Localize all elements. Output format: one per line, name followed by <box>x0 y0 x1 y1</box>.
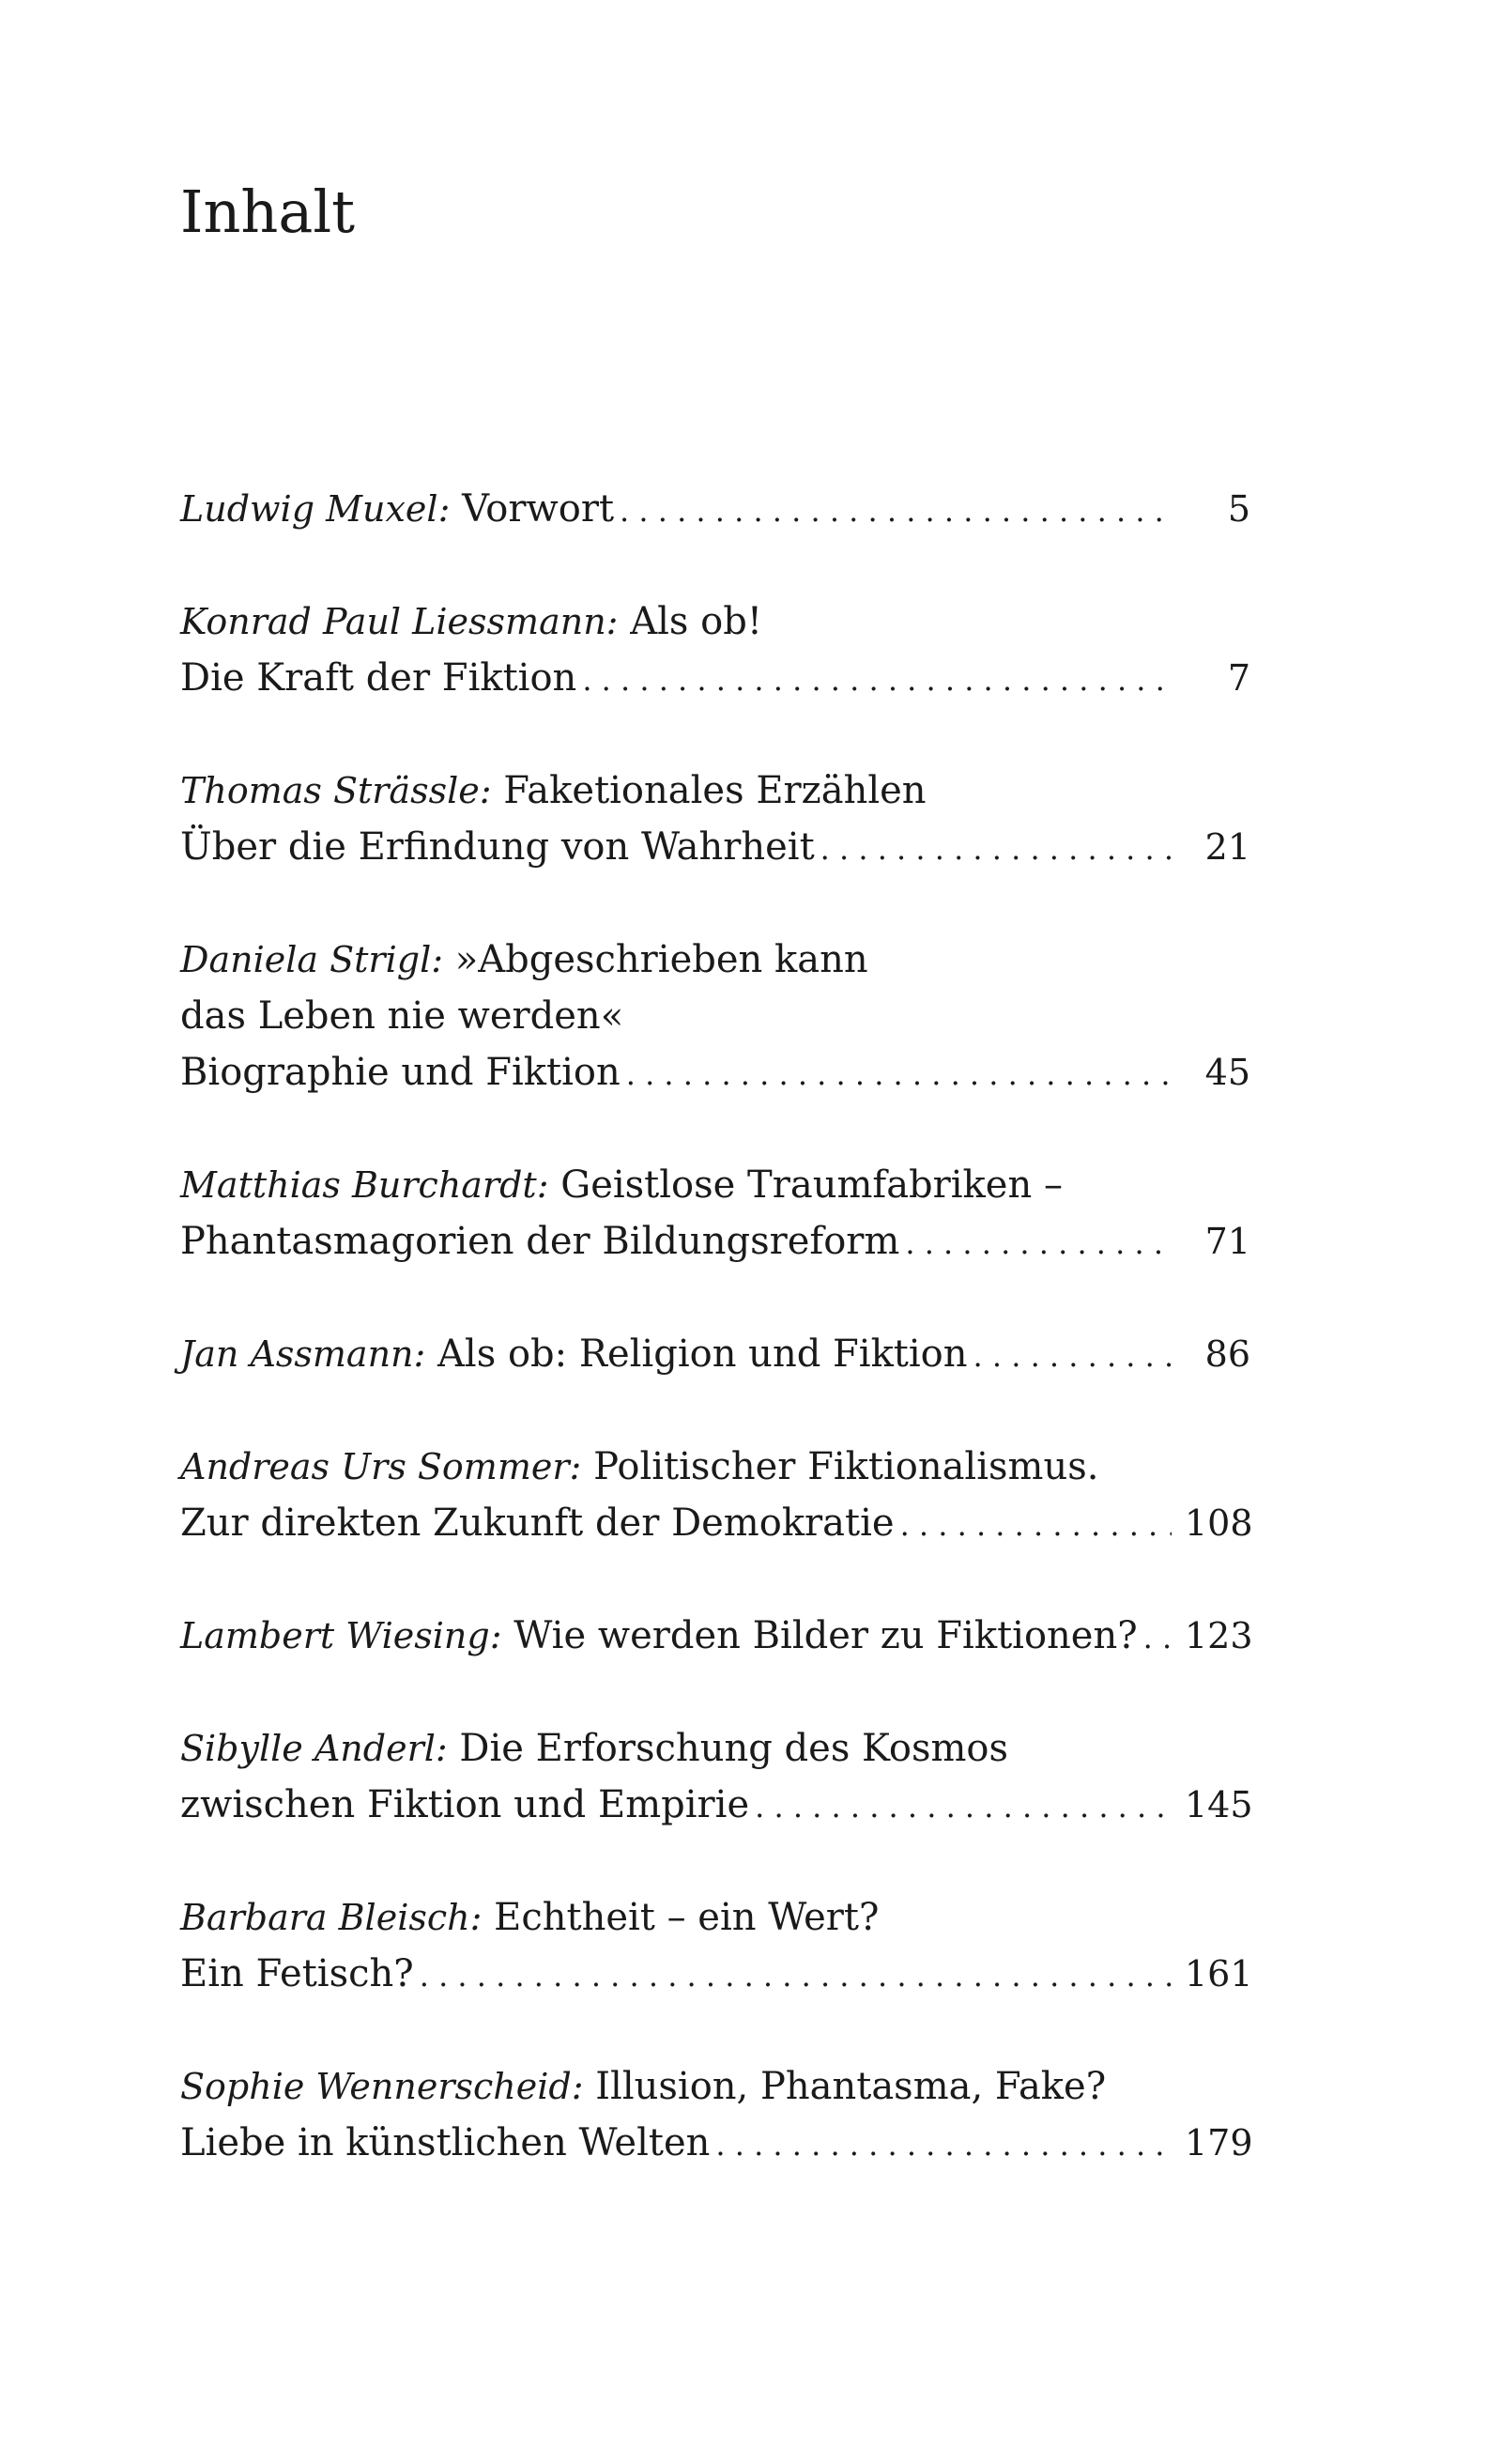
entry-author: Sophie Wennerscheid: <box>180 2066 584 2107</box>
entry-title-line: Faketionales Erzählen <box>503 769 927 812</box>
entry-author: Ludwig Muxel: <box>180 488 451 530</box>
entry-title-line: Vorwort <box>462 487 615 531</box>
entry-title-line: Als ob! <box>630 600 762 643</box>
page-number: 45 <box>1204 1052 1250 1093</box>
toc-entry-line <box>180 2058 1250 2115</box>
dot-leader <box>900 1497 1172 1553</box>
entry-title-line: Echtheit – ein Wert? <box>494 1896 880 1939</box>
entry-title-line: Wie werden Bilder zu Fiktionen? <box>513 1614 1138 1657</box>
entry-author: Barbara Bleisch: <box>180 1897 483 1938</box>
toc-entry-line <box>180 2115 1253 2171</box>
entry-title-line: Biographie und Fiktion <box>180 1051 621 1094</box>
toc-entry[interactable] <box>180 1889 1253 2002</box>
page-number: 179 <box>1185 2122 1253 2164</box>
toc-entry-line <box>180 1044 1250 1101</box>
toc-entry-line <box>180 932 1250 988</box>
entry-author: Lambert Wiesing: <box>180 1615 502 1656</box>
entry-title-line: »Abgeschrieben kann <box>454 938 868 981</box>
entry-author: Matthias Burchardt: <box>180 1164 549 1206</box>
page-number: 86 <box>1204 1333 1250 1375</box>
toc-entry-line <box>180 1157 1250 1213</box>
entry-title-line: Ein Fetisch? <box>180 1952 414 1995</box>
dot-leader <box>620 483 1172 539</box>
entry-author: Konrad Paul Liessmann: <box>180 601 619 642</box>
toc-entry-line <box>180 1946 1253 2002</box>
toc-entry-line <box>180 593 1250 650</box>
page-number: 71 <box>1204 1221 1250 1262</box>
toc-entry-line <box>180 819 1250 875</box>
page-number: 145 <box>1185 1784 1253 1825</box>
toc-entry-line <box>180 762 1250 819</box>
toc-entry[interactable] <box>180 762 1250 875</box>
toc-entry-line <box>180 481 1250 537</box>
entry-title-line: Politischer Fiktionalismus. <box>593 1445 1099 1488</box>
dot-leader <box>1143 1609 1172 1666</box>
dot-leader <box>420 1948 1172 2004</box>
entry-author: Jan Assmann: <box>180 1333 426 1375</box>
toc-entry-line <box>180 1439 1250 1495</box>
entry-title-line: Illusion, Phantasma, Fake? <box>595 2065 1107 2108</box>
toc-entry-line <box>180 1777 1253 1833</box>
entry-author: Daniela Strigl: <box>180 939 444 980</box>
toc-entry-line <box>180 1213 1250 1270</box>
entry-title-line: Liebe in künstlichen Welten <box>180 2121 711 2164</box>
entry-title-line: Die Erforschung des Kosmos <box>459 1727 1009 1770</box>
page-title: Inhalt <box>180 177 356 246</box>
toc-entry[interactable] <box>180 481 1250 537</box>
dot-leader <box>905 1215 1172 1271</box>
toc-entry-line <box>180 650 1250 706</box>
entry-title-line: Geistlose Traumfabriken – <box>560 1163 1063 1207</box>
toc-entry-line <box>180 1495 1253 1551</box>
toc-entry-line <box>180 1608 1253 1664</box>
page-number: 21 <box>1204 826 1250 868</box>
toc-entry[interactable] <box>180 1326 1250 1382</box>
entry-title-line: Als ob: Religion und Fiktion <box>437 1332 968 1376</box>
toc-entry-line <box>180 1889 1250 1946</box>
page-number: 7 <box>1227 657 1250 699</box>
entry-title-line: das Leben nie werden« <box>180 994 624 1038</box>
toc-entry-line <box>180 988 1250 1044</box>
toc-entry-line <box>180 1326 1250 1382</box>
dot-leader <box>626 1046 1172 1102</box>
entry-title-line: zwischen Fiktion und Empirie <box>180 1783 750 1826</box>
entry-title-line: Über die Erfindung von Wahrheit <box>180 825 815 869</box>
entry-author: Sibylle Anderl: <box>180 1728 448 1769</box>
toc-entry[interactable] <box>180 2058 1253 2171</box>
entry-title-line: Zur direkten Zukunft der Demokratie <box>180 1502 895 1545</box>
dot-leader <box>973 1328 1172 1384</box>
dot-leader <box>755 1779 1172 1835</box>
toc-entry[interactable] <box>180 1157 1250 1270</box>
dot-leader <box>582 652 1172 708</box>
entry-title-line: Phantasmagorien der Bildungsreform <box>180 1220 900 1263</box>
page-number: 123 <box>1185 1615 1253 1656</box>
toc-entry[interactable] <box>180 1439 1253 1551</box>
entry-title-line: Die Kraft der Fiktion <box>180 656 577 700</box>
toc-entry[interactable] <box>180 593 1250 706</box>
toc-entry[interactable] <box>180 1720 1253 1833</box>
toc-entry-line <box>180 1720 1250 1777</box>
entry-author: Thomas Strässle: <box>180 770 492 811</box>
page-number: 161 <box>1185 1953 1253 1994</box>
dot-leader <box>820 821 1172 877</box>
toc-entry[interactable] <box>180 932 1250 1101</box>
page-number: 5 <box>1227 488 1250 530</box>
dot-leader <box>715 2117 1172 2173</box>
page-number: 108 <box>1185 1502 1253 1544</box>
entry-author: Andreas Urs Sommer: <box>180 1446 582 1487</box>
toc-entry[interactable] <box>180 1608 1253 1664</box>
